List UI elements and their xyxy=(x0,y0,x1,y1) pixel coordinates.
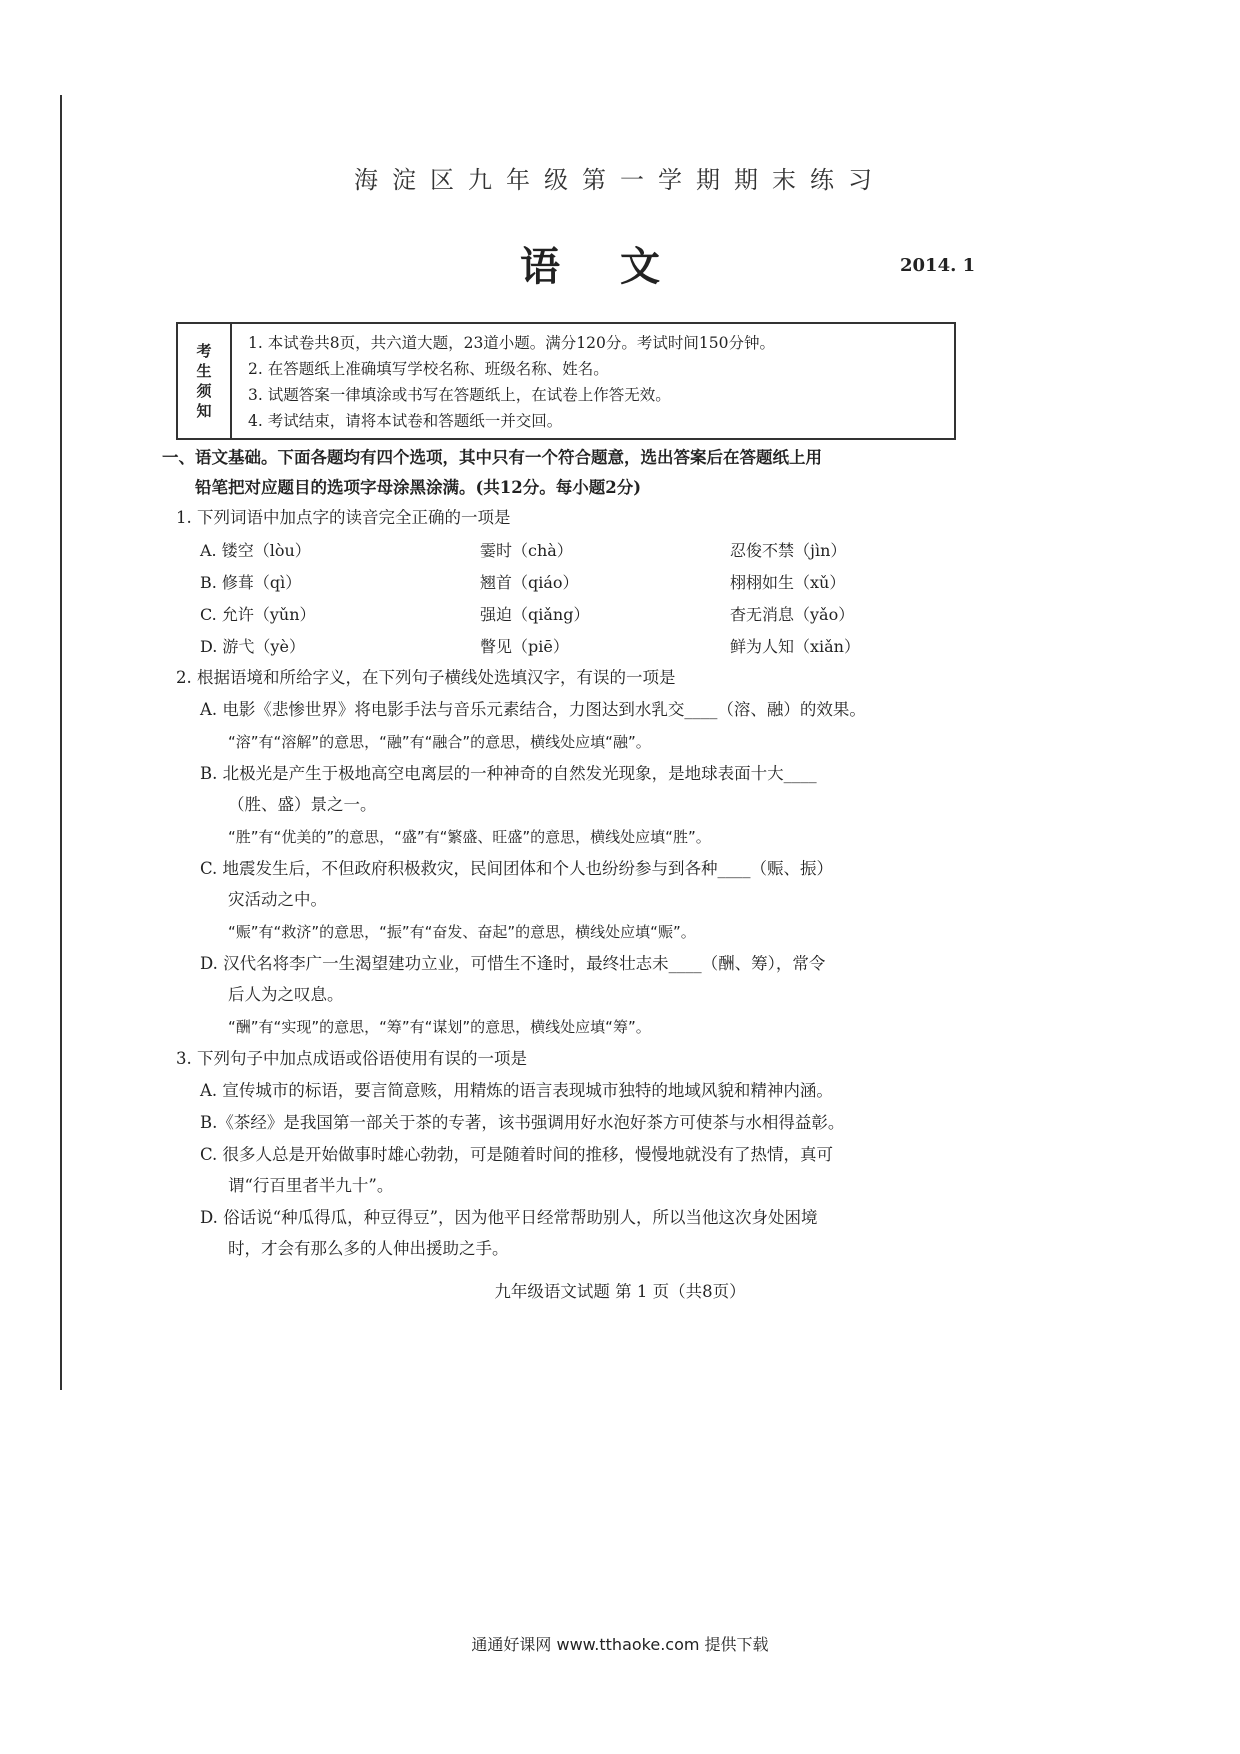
question-3-option-c: C. 很多人总是开始做事时雄心勃勃，可是随着时间的推移，慢慢地就没有了热情，真可 xyxy=(200,1145,834,1164)
notice-item: 3. 试题答案一律填涂或书写在答题纸上，在试卷上作答无效。 xyxy=(248,386,671,404)
notice-item: 2. 在答题纸上准确填写学校名称、班级名称、姓名。 xyxy=(248,360,609,378)
question-1-options xyxy=(200,535,960,663)
question-3-option-d-cont: 时，才会有那么多的人伸出援助之手。 xyxy=(228,1239,509,1258)
question-2-option-b-cont: （胜、盛）景之一。 xyxy=(228,795,377,814)
question-2-explanation-d: “酬”有“实现”的意思，“筹”有“谋划”的意思，横线处应填“筹”。 xyxy=(228,1018,651,1036)
option-cell: 栩栩如生（xǔ） xyxy=(730,573,846,592)
question-2-option-d: D. 汉代名将李广一生渴望建功立业，可惜生不逢时，最终壮志未____（酬、筹），常令 xyxy=(200,954,826,973)
notice-label-char: 考 xyxy=(196,342,212,360)
option-cell: 强迫（qiǎng） xyxy=(480,605,590,624)
option-cell: A. 镂空（lòu） xyxy=(200,541,311,560)
notice-label-char: 生 xyxy=(196,362,212,380)
question-1-stem: 1. 下列词语中加点字的读音完全正确的一项是 xyxy=(176,508,511,527)
notice-label-char: 须 xyxy=(196,382,212,400)
notice-item: 1. 本试卷共8页，共六道大题，23道小题。满分120分。考试时间150分钟。 xyxy=(248,334,775,352)
question-3-option-b: B.《茶经》是我国第一部关于茶的专著，该书强调用好水泡好茶方可使茶与水相得益彰。 xyxy=(200,1113,845,1132)
exam-title: 海淀区九年级第一学期期末练习 xyxy=(354,166,886,194)
option-cell: C. 允许（yǔn） xyxy=(200,605,316,624)
option-cell: 瞥见（piē） xyxy=(480,637,569,656)
option-cell: B. 修葺（qì） xyxy=(200,573,302,592)
exam-date: 2014. 1 xyxy=(900,255,976,276)
section-1-heading-cont: 铅笔把对应题目的选项字母涂黑涂满。(共12分。每小题2分) xyxy=(195,478,642,497)
question-2-option-b: B. 北极光是产生于极地高空电离层的一种神奇的自然发光现象，是地球表面十大____ xyxy=(200,764,817,783)
option-cell: 杳无消息（yǎo） xyxy=(730,605,855,624)
question-2-explanation-b: “胜”有“优美的”的意思，“盛”有“繁盛、旺盛”的意思，横线处应填“胜”。 xyxy=(228,828,711,846)
candidate-notice-box xyxy=(176,322,956,440)
question-3-option-d: D. 俗话说“种瓜得瓜，种豆得豆”，因为他平日经常帮助别人，所以当他这次身处困境 xyxy=(200,1208,818,1227)
question-3-option-c-cont: 谓“行百里者半九十”。 xyxy=(228,1176,394,1195)
question-2-stem: 2. 根据语境和所给字义，在下列句子横线处选填汉字，有误的一项是 xyxy=(176,668,676,687)
question-2-option-c-cont: 灾活动之中。 xyxy=(228,890,327,909)
section-1-heading: 一、语文基础。下面各题均有四个选项，其中只有一个符合题意，选出答案后在答题纸上用 xyxy=(162,448,822,467)
option-row-a xyxy=(200,535,960,567)
option-cell: 鲜为人知（xiǎn） xyxy=(730,637,860,656)
download-source-note: 通通好课网 www.tthaoke.com 提供下载 xyxy=(471,1635,769,1654)
option-cell: D. 游弋（yè） xyxy=(200,637,305,656)
question-2-explanation-a: “溶”有“溶解”的意思，“融”有“融合”的意思，横线处应填“融”。 xyxy=(228,733,651,751)
option-cell: 忍俊不禁（jìn） xyxy=(730,541,847,560)
notice-label-char: 知 xyxy=(196,402,212,420)
notice-label xyxy=(178,324,232,438)
notice-list xyxy=(248,330,775,434)
question-2-explanation-c: “赈”有“救济”的意思，“振”有“奋发、奋起”的意思，横线处应填“赈”。 xyxy=(228,923,696,941)
option-row-d xyxy=(200,631,960,663)
question-2-option-a: A. 电影《悲惨世界》将电影手法与音乐元素结合，力图达到水乳交____（溶、融）的效果。 xyxy=(200,700,866,719)
question-2-option-d-cont: 后人为之叹息。 xyxy=(228,985,344,1004)
question-3-option-a: A. 宣传城市的标语，要言简意赅，用精炼的语言表现城市独特的地域风貌和精神内涵。 xyxy=(200,1081,833,1100)
notice-item: 4. 考试结束，请将本试卷和答题纸一并交回。 xyxy=(248,412,563,430)
question-2-option-c: C. 地震发生后，不但政府积极救灾，民间团体和个人也纷纷参与到各种____（赈、振） xyxy=(200,859,834,878)
question-3-stem: 3. 下列句子中加点成语或俗语使用有误的一项是 xyxy=(176,1049,527,1068)
option-cell: 霎时（chà） xyxy=(480,541,573,560)
option-cell: 翘首（qiáo） xyxy=(480,573,579,592)
option-row-b xyxy=(200,567,960,599)
option-row-c xyxy=(200,599,960,631)
page-footer: 九年级语文试题 第 1 页（共8页） xyxy=(494,1282,746,1301)
subject-heading: 语文 xyxy=(520,243,720,290)
